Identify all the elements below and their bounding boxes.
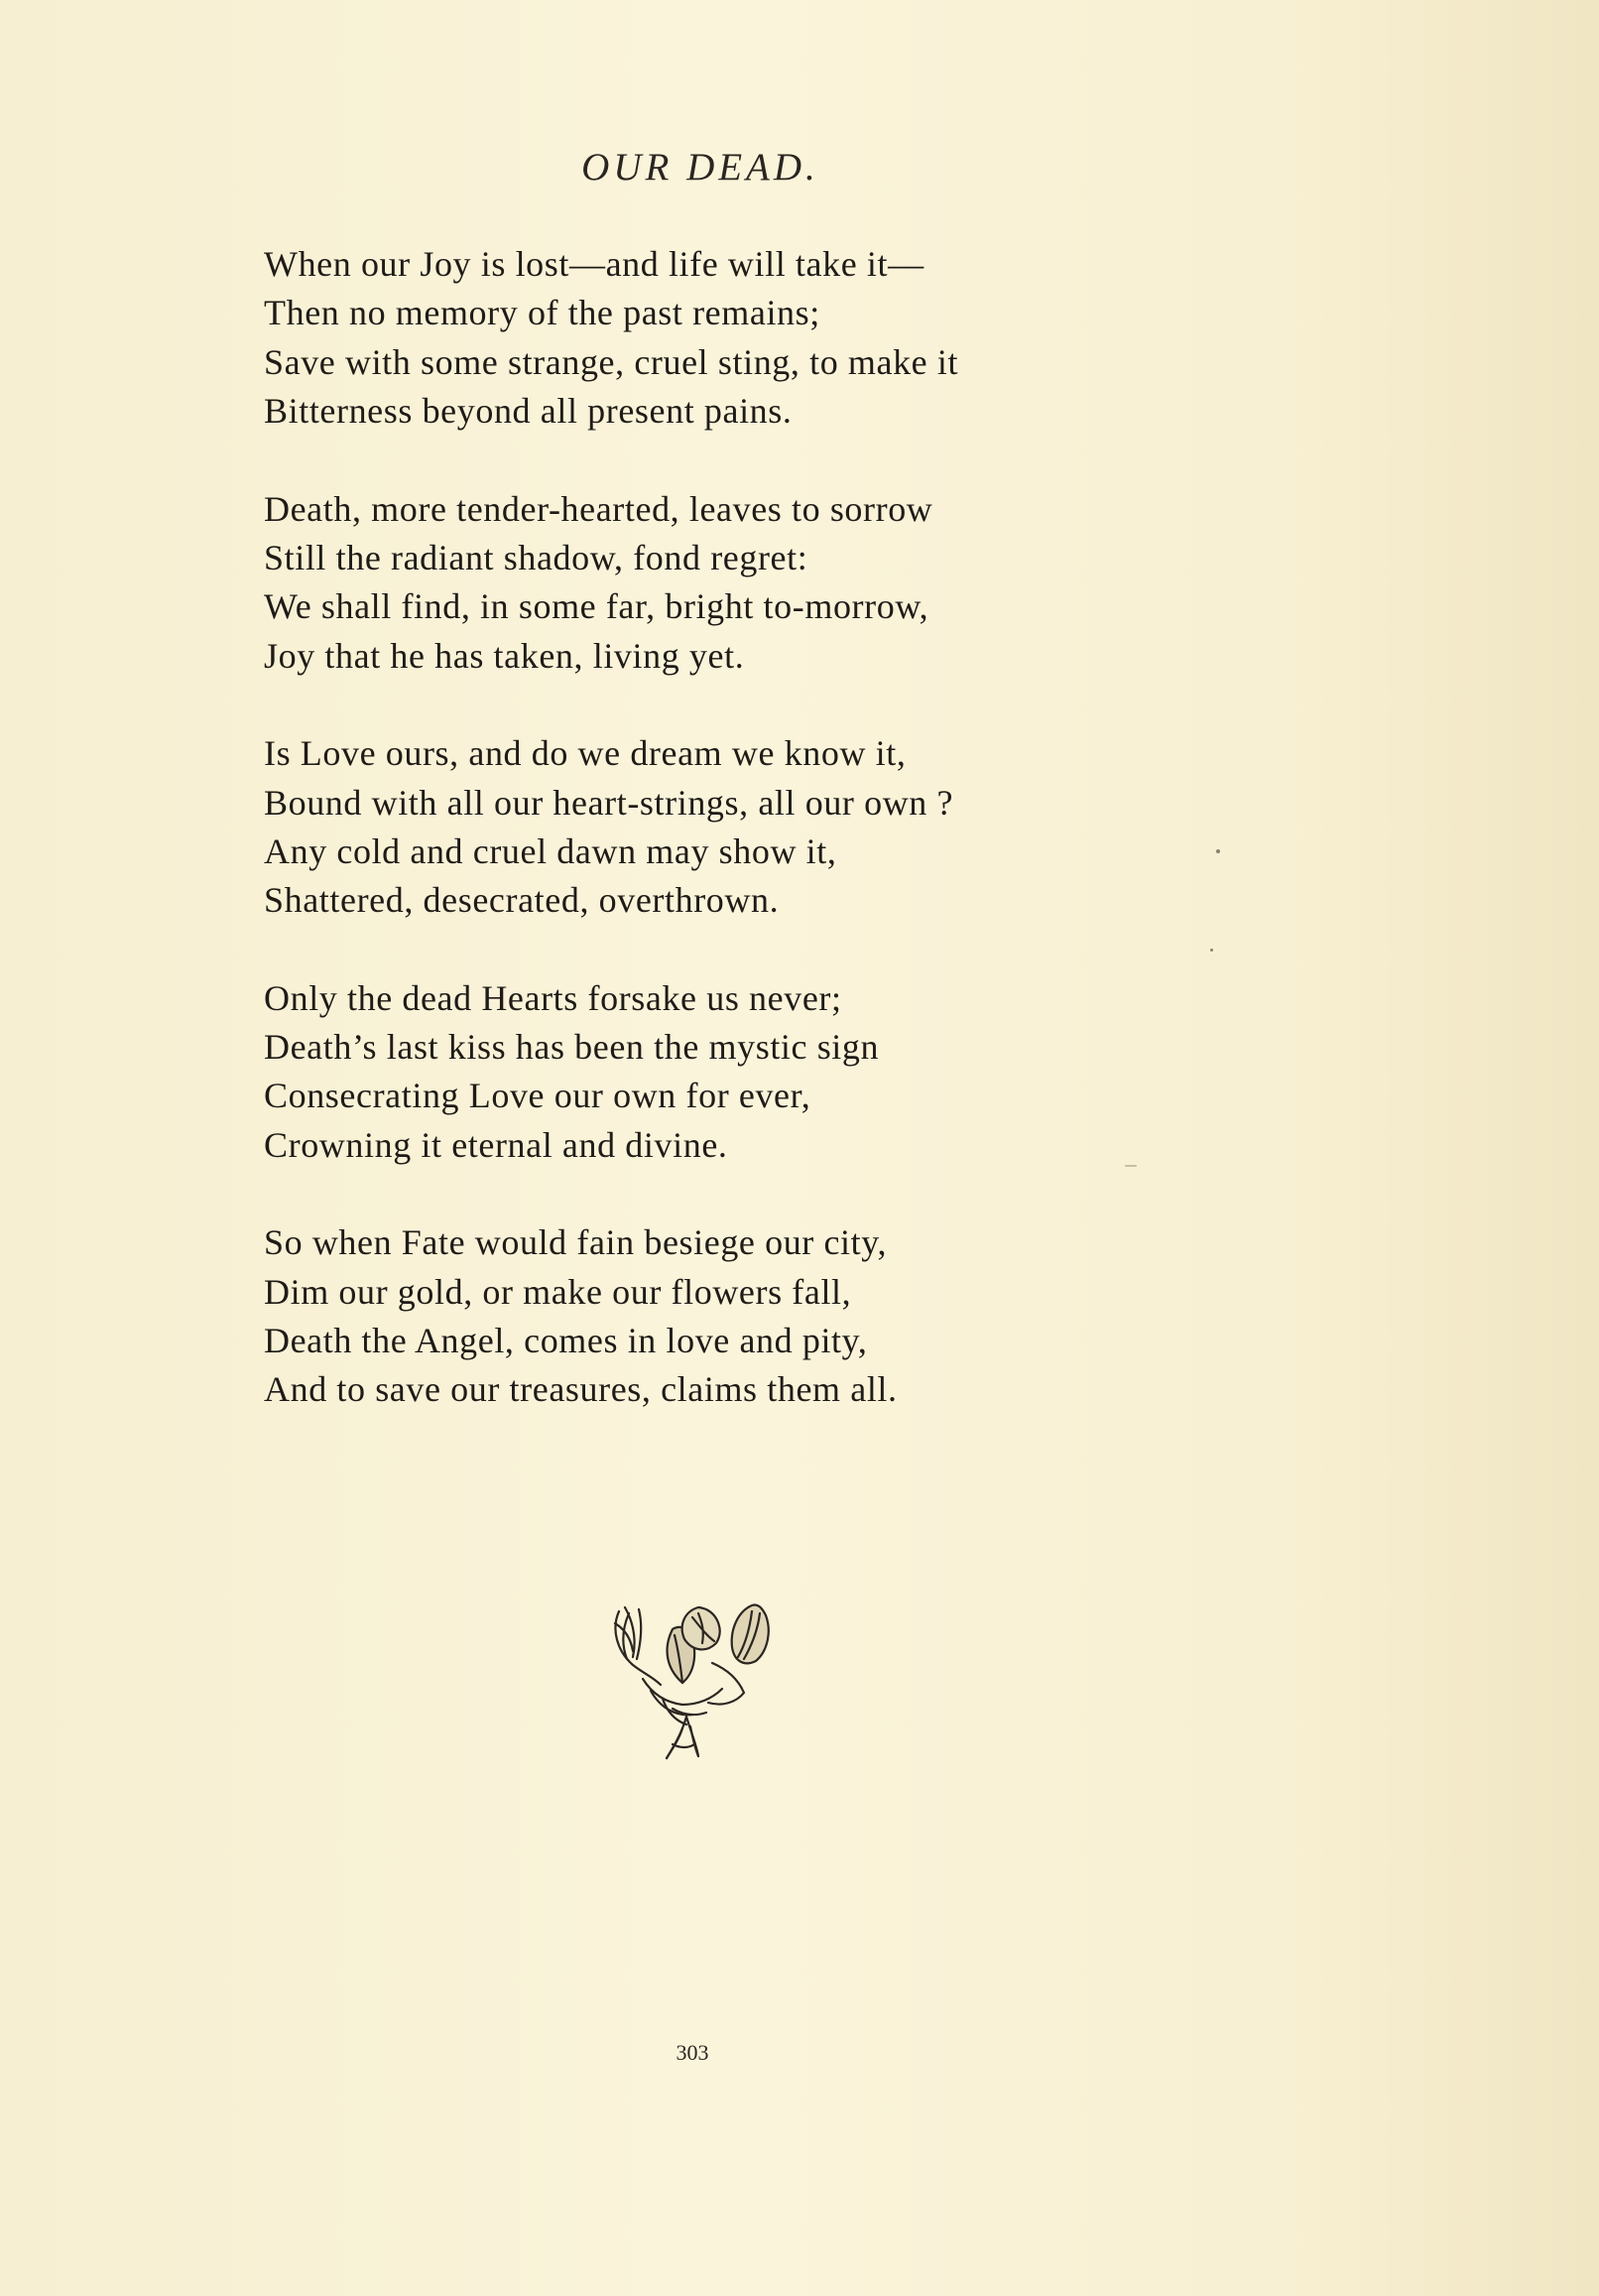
paper-speck [1125, 1165, 1137, 1167]
poem-line: And to save our treasures, claims them all. [264, 1369, 898, 1410]
stanza-2 [264, 485, 1157, 682]
stanza-5 [264, 1218, 1157, 1415]
stanza-4 [264, 974, 1157, 1171]
poem-line: Death’s last kiss has been the mystic sign [264, 1027, 880, 1068]
poem-line: Consecrating Love our own for ever, [264, 1076, 811, 1116]
poem-line: Death, more tender-hearted, leaves to sorrow [264, 488, 933, 529]
stanza-1 [264, 240, 1157, 437]
poem-line: Only the dead Hearts forsake us never; [264, 977, 842, 1018]
paper-speck [1216, 849, 1220, 853]
poem-line: Crowning it eternal and divine. [264, 1124, 728, 1165]
poem-line: Still the radiant shadow, fond regret: [264, 537, 808, 577]
poem-line: Joy that he has taken, living yet. [264, 635, 745, 676]
page-number: 303 [676, 2040, 709, 2065]
poem-line: When our Joy is lost—and life will take it— [264, 244, 924, 284]
poem-line: Dim our gold, or make our flowers fall, [264, 1271, 852, 1312]
poem-line: Is Love ours, and do we dream we know it, [264, 733, 907, 774]
poem-line: Bound with all our heart-strings, all our own ? [264, 782, 954, 823]
stanza-3 [264, 729, 1157, 926]
poem-line: So when Fate would fain besiege our city, [264, 1222, 888, 1263]
poem-line: Any cold and cruel dawn may show it, [264, 830, 837, 871]
poem-title: OUR DEAD. [581, 146, 819, 189]
poem-line: Shattered, desecrated, overthrown. [264, 880, 780, 921]
paper-speck [1210, 949, 1213, 952]
floral-vignette-icon [603, 1599, 780, 1766]
poem-body [264, 240, 1157, 1464]
poem-line: Bitterness beyond all present pains. [264, 391, 793, 432]
poem-line: Then no memory of the past remains; [264, 293, 820, 333]
poem-line: Save with some strange, cruel sting, to make it [264, 341, 959, 382]
poem-line: Death the Angel, comes in love and pity, [264, 1321, 868, 1361]
poem-line: We shall find, in some far, bright to-morrow, [264, 586, 929, 627]
